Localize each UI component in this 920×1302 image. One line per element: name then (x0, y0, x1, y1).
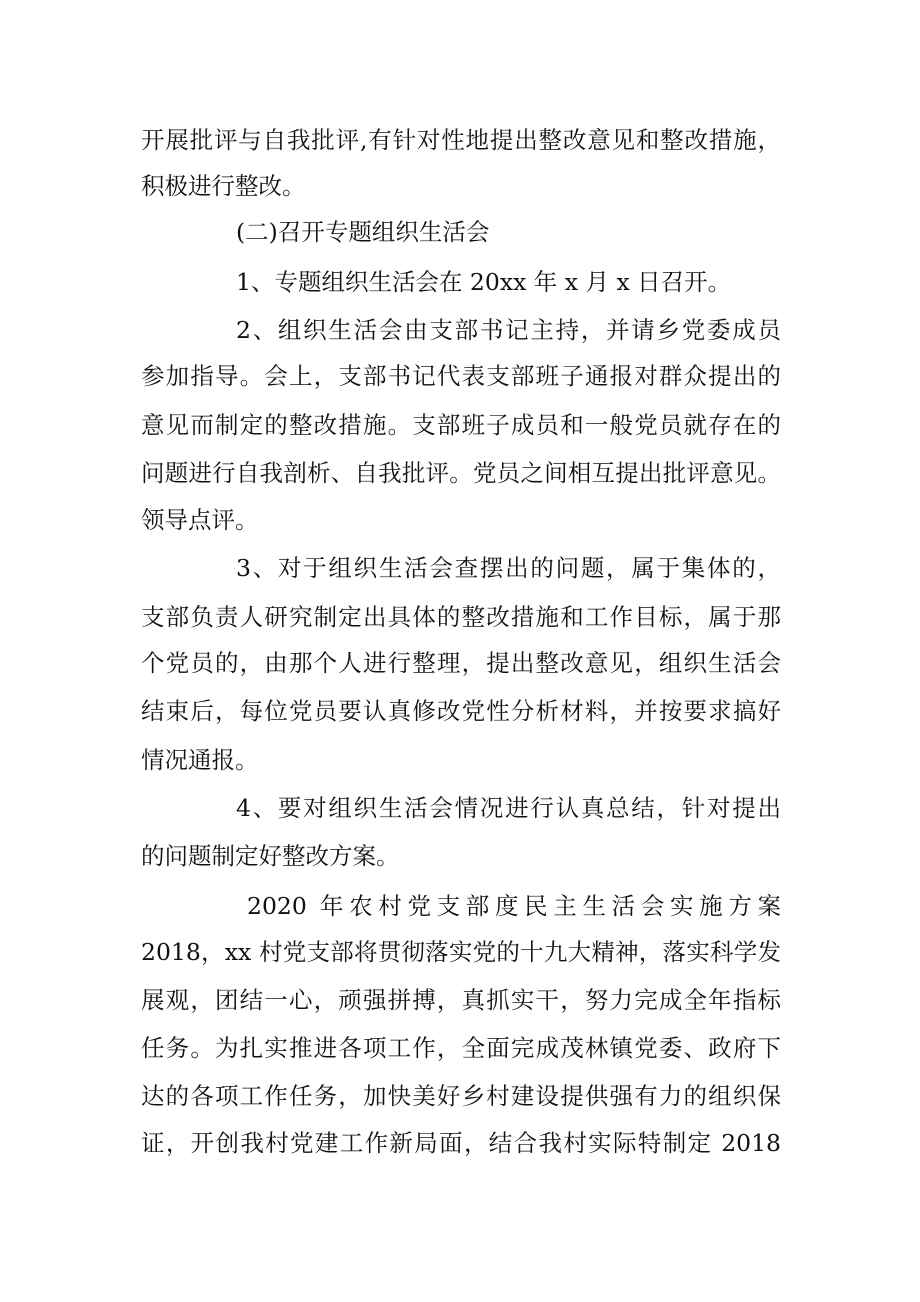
paragraph-line: 情况通报。 (141, 746, 259, 774)
paragraph-line: 2018，xx 村党支部将贯彻落实党的十九大精神，落实科学发 (141, 938, 781, 966)
paragraph-line: 意见而制定的整改措施。支部班子成员和一般党员就存在的 (141, 411, 781, 439)
list-item: 3、对于组织生活会查摆出的问题，属于集体的， (236, 554, 781, 582)
paragraph-line: 个党员的，由那个人进行整理，提出整改意见，组织生活会 (141, 649, 781, 677)
paragraph-line: 问题进行自我剖析、自我批评。党员之间相互提出批评意见。 (141, 459, 781, 487)
paragraph-line: 证，开创我村党建工作新局面，结合我村实际特制定 2018 (141, 1129, 781, 1157)
list-item: 1、专题组织生活会在 20xx 年 x 月 x 日召开。 (236, 268, 732, 296)
paragraph-line: 展观，团结一心，顽强拼搏，真抓实干，努力完成全年指标 (141, 986, 781, 1014)
paragraph-line: 支部负责人研究制定出具体的整改措施和工作目标，属于那 (141, 603, 781, 631)
paragraph-line: 开展批评与自我批评,有针对性地提出整改意见和整改措施， (141, 126, 781, 154)
paragraph-line: 任务。为扎实推进各项工作，全面完成茂林镇党委、政府下 (141, 1034, 781, 1062)
list-item: 2、组织生活会由支部书记主持，并请乡党委成员 (236, 316, 781, 344)
paragraph-line: 领导点评。 (141, 506, 259, 534)
list-item: 4、要对组织生活会情况进行认真总结，针对提出 (236, 794, 781, 822)
paragraph-line: 达的各项工作任务，加快美好乡村建设提供强有力的组织保 (141, 1082, 781, 1110)
paragraph-line: 结束后，每位党员要认真修改党性分析材料，并按要求搞好 (141, 697, 781, 725)
paragraph-line: 的问题制定好整改方案。 (141, 842, 400, 870)
paragraph-line: 参加指导。会上，支部书记代表支部班子通报对群众提出的 (141, 362, 781, 390)
section-heading: (二)召开专题组织生活会 (236, 218, 490, 246)
paragraph-line: 积极进行整改。 (141, 172, 306, 200)
document-title: 2020 年农村党支部度民主生活会实施方案 (247, 892, 781, 920)
